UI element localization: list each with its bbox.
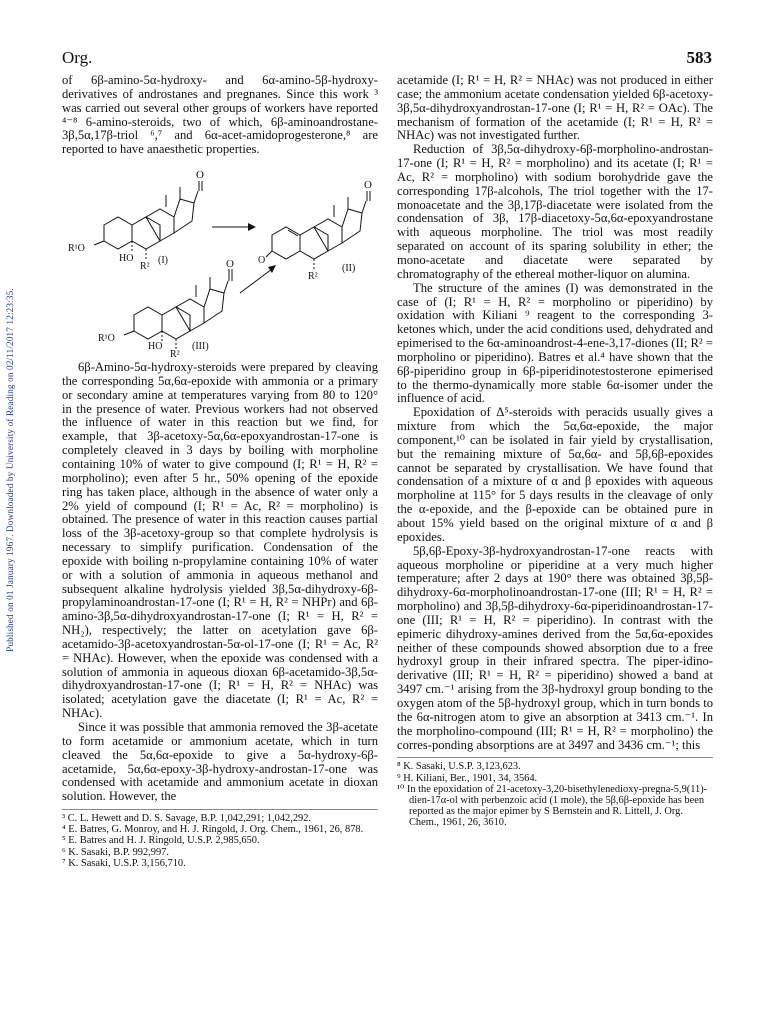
footnotes-left [62, 809, 378, 869]
paragraph: 5β,6β-Epoxy-3β-hydroxyandrostan-17-one reacts with aqueous morpholine or piperidine at a very much higher temperature; after 2 days at 190° there was obtained 3β,5β-dihydroxy-6α-morpholinoandrostan-17-one (III; R¹ = H, R² = morpholino) and 3β,5β-dihydroxy-6α-piperidinoandrostan-17-one (III; R¹ = H, R² = piperidino). In contrast with the epimeric dihydroxy-amines derived from the 5α,6α-epoxides neither of these compounds showed absorption due to a free hydroxyl group in their infrared spectra. The piper-idino-derivative (III; R¹ = H, R² = piperidino) showed a band at 3497 cm.⁻¹ arising from the 3β-hydroxyl group bonding to the oxygen atom of the 5β-hydroxyl group, which in turn bonds to the 6α-nitrogen atom to give an absorption at 3413 cm.⁻¹. In the morpholino-compound (III; R¹ = H, R² = morpholino) the corres-ponding absorptions are at 3497 and 3436 cm.⁻¹; this [397, 543, 713, 752]
compound-ii-structure [266, 191, 370, 269]
paragraph: acetamide (I; R¹ = H, R² = NHAc) was not produced in either case; the ammonium acetate condensation yielded 6β-acetoxy-3β,5α-dihydroxyandrostan-17-one (I; R¹ = H, R² = OAc). The mechanism of formation of the acetamide (I; R¹ = H, R² = NHAc) was not investigated further. [397, 73, 713, 143]
download-notice: Published on 01 January 1967. Downloaded by University of Reading on 02/11/2017 12:23:35. [5, 288, 15, 652]
compound-ii-label: (II) [342, 263, 356, 275]
journal-name: Org. [62, 48, 93, 67]
ketone-o-label-i: O [196, 169, 204, 182]
left-column [62, 74, 378, 869]
ring-o-label-ii: O [258, 255, 266, 267]
r1o-label-i: R¹O [68, 243, 85, 255]
steroid-structures-figure [62, 159, 378, 357]
paragraph: of 6β-amino-5α-hydroxy- and 6α-amino-5β-hydroxy-derivatives of androstanes and pregnanes. Since this work ³ was carried out several other groups of workers have reported ⁴⁻⁸ 6-amino-steroids, two of which, 6β-aminoandrostane-3β,5α,17β-triol ⁶,⁷ and 6α-acet-amidoprogesterone,⁸ are reported to have anaesthetic properties. [62, 73, 378, 157]
r2-label-i: R² [140, 261, 150, 273]
ho-label-i: HO [119, 253, 134, 265]
r1o-label-iii: R¹O [98, 333, 115, 345]
steroid-structures-diagram [62, 159, 378, 357]
footnotes-right [397, 757, 713, 828]
compound-i-label: (I) [158, 255, 168, 267]
ho-label-iii: HO [148, 341, 163, 353]
footnote: ¹⁰ In the epoxidation of 21-acetoxy-3,20-bisethylenedioxy-pregna-5,9(11)-dien-17α-ol with perbenzoic acid (1 mole), the 5β,6β-epoxide has been reported as the major epimer by S Bernstein and R. Littell, J. Org. Chem., 1961, 26, 3610. [397, 783, 708, 829]
compound-i-structure [94, 181, 202, 259]
footnote: ⁴ E. Batres, G. Monroy, and H. J. Ringold, J. Org. Chem., 1961, 26, 878. [62, 824, 364, 836]
footnote: ⁸ K. Sasaki, U.S.P. 3,123,623. [397, 761, 521, 773]
right-column [397, 74, 713, 829]
ketone-o-label-ii: O [364, 179, 372, 192]
footnote: ⁹ H. Kiliani, Ber., 1901, 34, 3564. [397, 772, 538, 784]
paragraph: The structure of the amines (I) was demonstrated in the case of (I; R¹ = H, R² = morpholino or piperidino) by oxidation with Kiliani ⁹ reagent to the corresponding 3-ketones which, under the acid conditions used, dehydrated and epimerised to the 6α-aminoandrost-4-ene-3,17-diones (II; R² = morpholino or piperidino). Batres et al.⁴ have shown that the 6β-piperidino group in 6β-piperidinotestosterone epimerised to the thermo-dynamically more stable 6α-isomer under the influence of acid. [397, 280, 713, 406]
download-notice-sidebar [0, 0, 20, 1011]
footnote: ⁶ K. Sasaki, B.P. 992,997. [62, 846, 169, 858]
r2-label-ii: R² [308, 271, 318, 283]
paragraph: 6β-Amino-5α-hydroxy-steroids were prepared by cleaving the corresponding 5α,6α-epoxide with ammonia or a primary or secondary amine at temperatures varying from 80 to 120° in the presence of water. Previous workers had not observed the influence of water in this reaction but we find, for example, that 3β-acetoxy-5α,6α-epoxyandrostan-17-one is completely cleaved in 3 days by boiling with morpholine containing 10% of water to give compound (I; R¹ = H, R² = morpholino); even after 5 hr., 50% opening of the epoxide ring has taken place, although in the absence of water only a 2% yield of compound (I; R¹ = Ac, R² = morpholino) is obtained. The presence of water in this reaction causes partial loss of the 3β-acetoxy-group so that complete hydrolysis is necessary to simplify purification. Condensation of the epoxide with boiling n-propylamine containing 10% of water or with a solution of ammonia in aqueous methanol and subsequent alkaline hydrolysis yielded 3β,5α-dihydroxy-6β-propylaminoandrostan-17-one (I; R¹ = H, R² = NHPr) and 6β-amino-3β,5α-dihydroxyandrostan-17-one (I; R¹ = H, R² = NH₂), respectively; the latter on acetylation gave 6β-acetamido-3β-acetoxyandrostan-5α-ol-17-one (I; R¹ = Ac, R² = NHAc). However, when the epoxide was condensed with a solution of ammonia in aqueous dioxan 6β-acetamido-3β,5α-dihydroxyandrostan-17-one (I; R¹ = H, R² = NHAc) was isolated; acetylation gave the diacetate (I; R¹ = Ac, R² = NHAc). [62, 360, 378, 721]
page-number: 583 [686, 48, 712, 67]
footnote: ⁷ K. Sasaki, U.S.P. 3,156,710. [62, 857, 186, 869]
compound-iii-structure [124, 269, 232, 349]
r2-label-iii: R² [170, 349, 180, 358]
ketone-o-label-iii: O [226, 258, 234, 271]
footnote: ⁵ E. Batres and H. J. Ringold, U.S.P. 2,985,650. [62, 835, 260, 847]
paragraph: Epoxidation of Δ⁵-steroids with peracids usually gives a mixture from which the 5α,6α-epoxide, the major component,¹⁰ can be isolated in fair yield by crystallisation, but the remaining mixture of 5α,6α- and 5β,6β-epoxides cannot be separated by crystallisation. We have found that condensation of a mixture of α and β epoxides with aqueous morpholine at 115° for 5 days results in the cleavage of only the α-epoxide, and the β-epoxide can be obtained pure in about 15% yield based on the original mixture of α and β epoxides. [397, 405, 713, 544]
page-header [62, 48, 712, 70]
paragraph: Since it was possible that ammonia removed the 3β-acetate to form acetamide or ammonium acetate, which in turn cleaved the 5α,6α-epoxide to give a 5α-hydroxy-6β-acetamide, 5α,6α-epoxy-3β-hydroxy-androstan-17-one was condensed with acetamide and ammonium acetate in dioxan solution. However, the [62, 720, 378, 804]
paragraph: Reduction of 3β,5α-dihydroxy-6β-morpholino-androstan-17-one (I; R¹ = H, R² = morpholino) and its acetate (I; R¹ = Ac, R² = morpholino) with sodium borohydride gave the corresponding 17β-alcohols, The triol together with the 17-monoacetate and the 3β,17β-diacetate were isolated from the condensation of 3β, 17β-diacetoxy-5α,6α-epoxyandrostane with aqueous morpholine. The triol was most readily separated on account of its sparing solubility in ether; the mono-acetate and diacetate were separated by chromatography of the ethereal mother-liquor on alumina. [397, 142, 713, 281]
compound-iii-label: (III) [192, 341, 209, 353]
footnote: ³ C. L. Hewett and D. S. Savage, B.P. 1,042,291; 1,042,292. [62, 813, 312, 825]
reaction-arrow-2 [240, 269, 272, 293]
